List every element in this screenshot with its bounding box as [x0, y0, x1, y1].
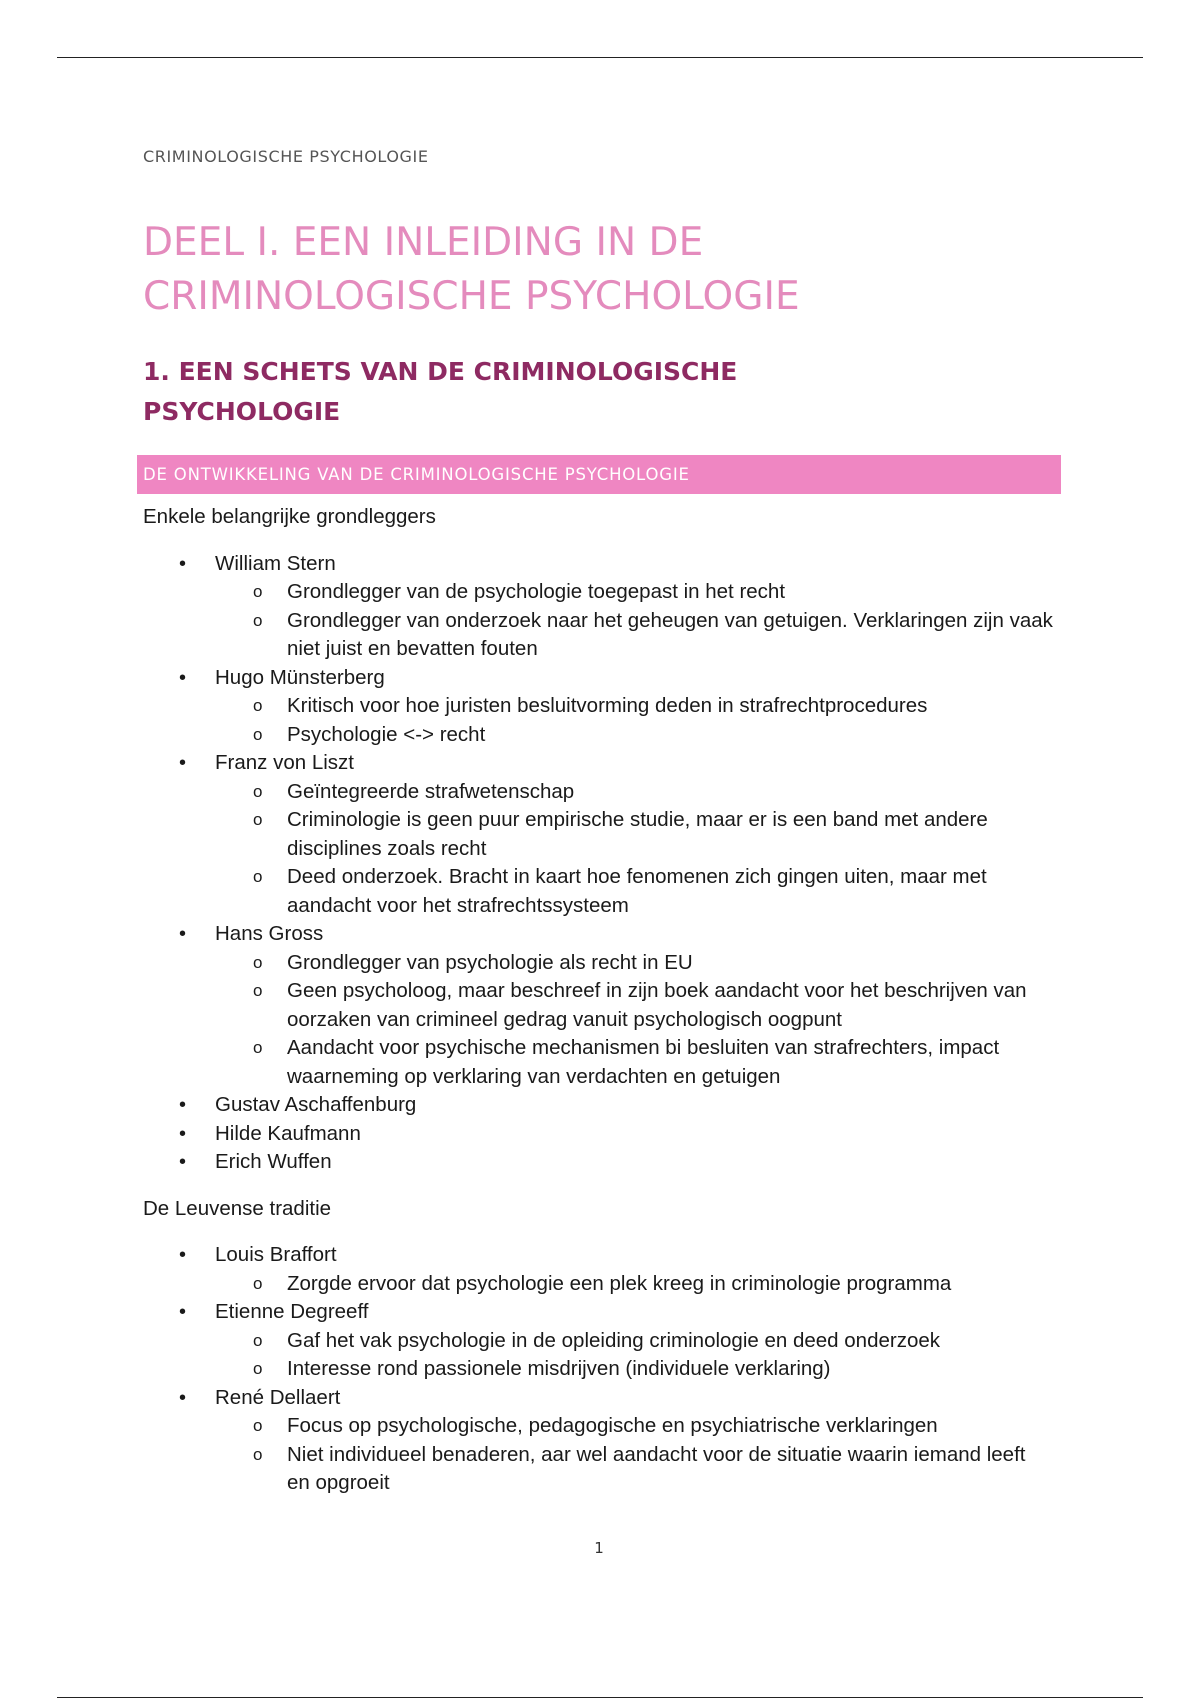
note-item: [215, 578, 1053, 607]
list-item: [143, 749, 1053, 920]
note-text: Niet individueel benaderen, aar wel aandacht voor de situatie waarin iemand leeft en opgroeit: [287, 1442, 1026, 1494]
founders-list: [143, 550, 1053, 1177]
person-name: Franz von Liszt: [215, 751, 354, 774]
list-item: [143, 920, 1053, 1091]
note-text: Grondlegger van psychologie als recht in EU: [287, 950, 693, 974]
part-title: DEEL I. EEN INLEIDING IN DE CRIMINOLOGISCHE PSYCHOLOGIE: [143, 220, 800, 319]
list-item: [143, 1091, 1053, 1120]
note-item: [215, 1270, 1053, 1299]
circle-bullet-icon: o: [253, 582, 263, 601]
note-text: Gaf het vak psychologie in de opleiding criminologie en deed onderzoek: [287, 1328, 941, 1352]
note-text: Aandacht voor psychische mechanismen bi besluiten van strafrechters, impact waarneming op verklaring van verdachten en getuigen: [287, 1036, 1000, 1088]
page-top-rule: [57, 57, 1143, 58]
note-text: Kritisch voor hoe juristen besluitvorming deden in strafrechtprocedures: [287, 694, 928, 717]
list-item: [143, 550, 1053, 664]
circle-bullet-icon: o: [253, 867, 263, 886]
person-name: Etienne Degreeff: [215, 1300, 369, 1323]
intro-leuven-tradition: De Leuvense traditie: [143, 1196, 332, 1220]
note-text: Zorgde ervoor dat psychologie een plek kreeg in criminologie programma: [287, 1271, 952, 1295]
leuven-list: [143, 1241, 1053, 1498]
notes-list: [215, 692, 1053, 749]
person-name: Louis Braffort: [215, 1243, 337, 1266]
bullet-icon: •: [179, 1301, 187, 1323]
list-item: [143, 1384, 1053, 1498]
note-item: [215, 977, 1053, 1034]
page-number: 1: [594, 1539, 604, 1557]
circle-bullet-icon: o: [253, 1416, 263, 1435]
circle-bullet-icon: o: [253, 1273, 263, 1293]
notes-list: [215, 1412, 1053, 1498]
circle-bullet-icon: o: [253, 1359, 263, 1378]
note-item: [215, 1034, 1053, 1091]
chapter-title: 1. EEN SCHETS VAN DE CRIMINOLOGISCHE PSYCHOLOGIE: [143, 357, 738, 426]
circle-bullet-icon: o: [253, 952, 263, 972]
circle-bullet-icon: o: [253, 1330, 263, 1350]
note-text: Psychologie <-> recht: [287, 722, 486, 746]
note-text: Geen psycholoog, maar beschreef in zijn boek aandacht voor het beschrijven van oorzaken van crimineel gedrag vanuit psychologisch oogpunt: [287, 979, 1027, 1031]
person-name: Gustav Aschaffenburg: [215, 1093, 417, 1116]
section-heading: DE ONTWIKKELING VAN DE CRIMINOLOGISCHE PSYCHOLOGIE: [143, 465, 690, 484]
circle-bullet-icon: o: [253, 724, 263, 744]
notes-list: [215, 1327, 1053, 1384]
note-text: Grondlegger van onderzoek naar het geheugen van getuigen. Verklaringen zijn vaak niet juist en bevatten fouten: [287, 608, 1053, 660]
note-text: Focus op psychologische, pedagogische en psychiatrische verklaringen: [287, 1414, 938, 1437]
note-item: [215, 863, 1053, 920]
person-name: Hugo Münsterberg: [215, 665, 385, 689]
person-name: Hilde Kaufmann: [215, 1121, 361, 1145]
notes-list: [215, 778, 1053, 921]
bullet-icon: •: [179, 666, 187, 689]
list-item: [143, 1241, 1053, 1298]
circle-bullet-icon: o: [253, 810, 263, 829]
section-heading-band: [137, 455, 1061, 494]
notes-list: [215, 1270, 1053, 1299]
bullet-icon: •: [179, 552, 187, 575]
person-name: William Stern: [215, 551, 336, 575]
note-text: Geïntegreerde strafwetenschap: [287, 779, 575, 803]
note-text: Deed onderzoek. Bracht in kaart hoe fenomenen zich gingen uiten, maar met aandacht voor het strafrechtssysteem: [287, 865, 987, 917]
person-name: René Dellaert: [215, 1385, 341, 1409]
page-bottom-rule: [57, 1697, 1143, 1698]
circle-bullet-icon: o: [253, 1444, 263, 1464]
circle-bullet-icon: o: [253, 610, 263, 630]
note-item: [215, 692, 1053, 721]
list-item: [143, 664, 1053, 750]
note-item: [215, 1327, 1053, 1356]
list-item: [143, 1120, 1053, 1149]
note-item: [215, 607, 1053, 664]
note-item: [215, 806, 1053, 863]
bullet-icon: •: [179, 1244, 187, 1266]
content-body: [143, 503, 1053, 1498]
note-text: Criminologie is geen puur empirische studie, maar er is een band met andere disciplines zoals recht: [287, 808, 988, 860]
note-item: [215, 1355, 1053, 1384]
note-text: Grondlegger van de psychologie toegepast in het recht: [287, 580, 786, 603]
note-item: [215, 1412, 1053, 1441]
bullet-icon: •: [179, 1151, 187, 1173]
bullet-icon: •: [179, 1094, 187, 1116]
bullet-icon: •: [179, 1122, 187, 1145]
note-item: [215, 778, 1053, 807]
running-header: CRIMINOLOGISCHE PSYCHOLOGIE: [143, 147, 429, 166]
person-name: Erich Wuffen: [215, 1150, 332, 1173]
note-item: [215, 1441, 1053, 1498]
bullet-icon: •: [179, 752, 187, 774]
notes-list: [215, 949, 1053, 1092]
bullet-icon: •: [179, 923, 187, 945]
circle-bullet-icon: o: [253, 781, 263, 801]
circle-bullet-icon: o: [253, 1038, 263, 1057]
circle-bullet-icon: o: [253, 981, 263, 1000]
bullet-icon: •: [179, 1386, 187, 1409]
note-item: [215, 721, 1053, 750]
notes-list: [215, 578, 1053, 664]
note-item: [215, 949, 1053, 978]
list-item: [143, 1148, 1053, 1177]
circle-bullet-icon: o: [253, 696, 263, 715]
person-name: Hans Gross: [215, 922, 324, 945]
intro-founders: Enkele belangrijke grondleggers: [143, 505, 436, 528]
note-text: Interesse rond passionele misdrijven (individuele verklaring): [287, 1357, 831, 1380]
list-item: [143, 1298, 1053, 1384]
